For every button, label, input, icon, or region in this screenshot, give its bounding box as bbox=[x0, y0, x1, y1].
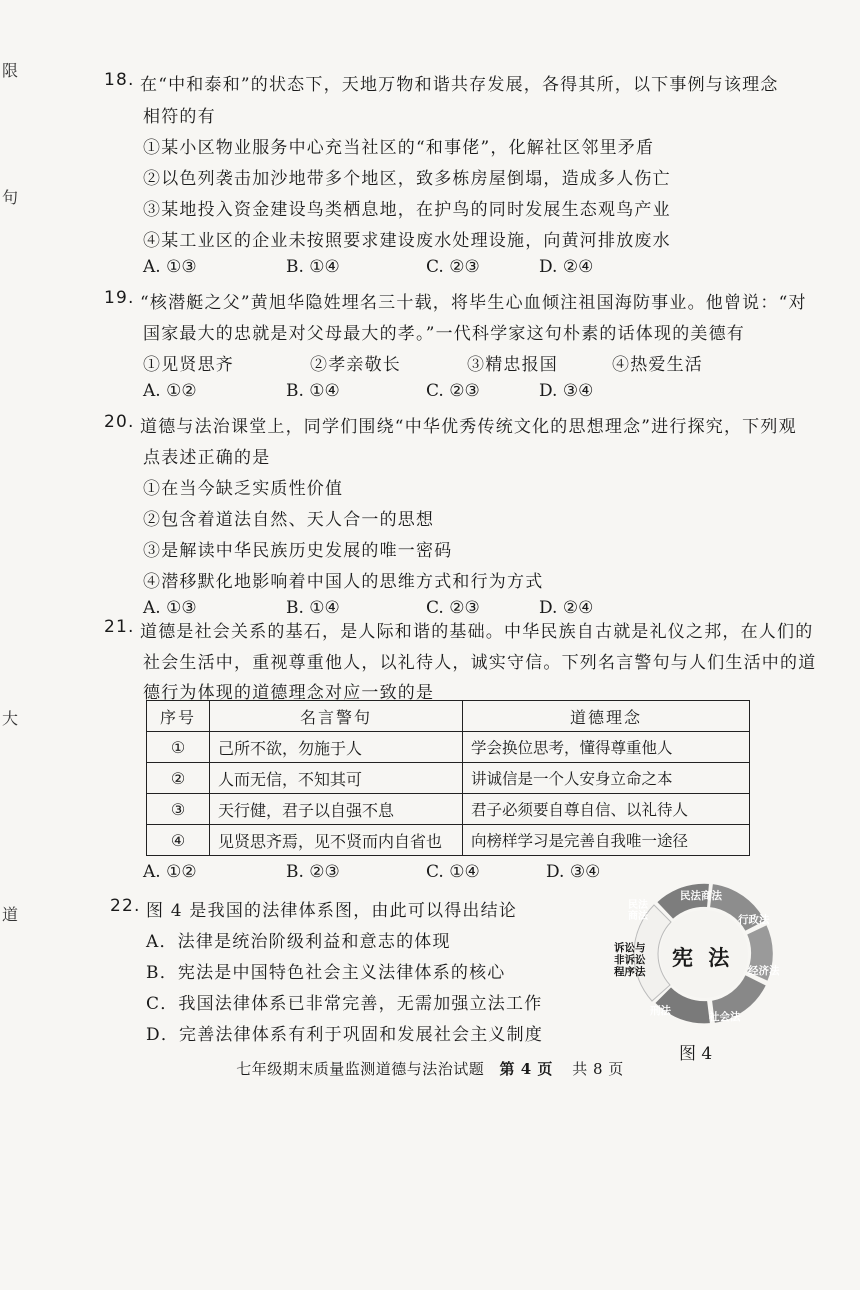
option-c[interactable]: C. ②③ bbox=[426, 257, 480, 277]
statement-item: ②孝亲敬长 bbox=[310, 355, 401, 375]
figure-caption: 图 4 bbox=[679, 1044, 713, 1064]
statement-item: ③精忠报国 bbox=[467, 355, 558, 375]
table-cell: 人而无信，不知其可 bbox=[210, 763, 463, 794]
statement-item: ①某小区物业服务中心充当社区的“和事佬”，化解社区邻里矛盾 bbox=[143, 138, 655, 158]
margin-char: 句 bbox=[2, 188, 19, 207]
column-header: 序号 bbox=[147, 701, 210, 732]
table-cell: 讲诚信是一个人安身立命之本 bbox=[463, 763, 750, 794]
statement-item: ①在当今缺乏实质性价值 bbox=[143, 479, 344, 499]
question-stem: 德行为体现的道德理念对应一致的是 bbox=[143, 683, 435, 703]
option-d[interactable]: D. ③④ bbox=[539, 381, 594, 401]
table-row bbox=[147, 825, 750, 856]
table-header-row bbox=[147, 701, 750, 732]
table-row bbox=[147, 732, 750, 763]
quotes-table bbox=[146, 700, 750, 856]
segment-label: 行政法 bbox=[738, 914, 770, 926]
margin-char: 道 bbox=[2, 905, 19, 924]
option-c[interactable]: C. ②③ bbox=[426, 598, 480, 618]
choice-a[interactable]: A．法律是统治阶级利益和意志的体现 bbox=[146, 932, 451, 952]
segment-label: 诉讼与 bbox=[614, 942, 646, 954]
margin-char: 大 bbox=[2, 709, 19, 728]
table-cell: ④ bbox=[147, 825, 210, 856]
question-stem: 社会生活中，重视尊重他人，以礼待人，诚实守信。下列名言警句与人们生活中的道 bbox=[143, 653, 817, 673]
question-number: 19. bbox=[104, 288, 135, 308]
table-cell: ① bbox=[147, 732, 210, 763]
option-a[interactable]: A. ①③ bbox=[143, 598, 197, 618]
option-b[interactable]: B. ②③ bbox=[286, 862, 340, 882]
question-stem: 道德与法治课堂上，同学们围绕“中华优秀传统文化的思想理念”进行探究，下列观 bbox=[140, 417, 797, 437]
option-a[interactable]: A. ①③ bbox=[143, 257, 197, 277]
column-header: 道德理念 bbox=[463, 701, 750, 732]
page-number: 第 4 页 bbox=[499, 1060, 553, 1078]
segment-label: 商法 bbox=[628, 911, 648, 922]
table-cell: 天行健，君子以自强不息 bbox=[210, 794, 463, 825]
choice-c[interactable]: C．我国法律体系已非常完善，无需加强立法工作 bbox=[146, 994, 543, 1014]
question-number: 20. bbox=[104, 412, 135, 432]
choice-d[interactable]: D．完善法律体系有利于巩固和发展社会主义制度 bbox=[146, 1025, 544, 1045]
option-d[interactable]: D. ③④ bbox=[546, 862, 601, 882]
segment-label: 民法商法 bbox=[680, 890, 722, 902]
question-stem: 图 4 是我国的法律体系图，由此可以得出结论 bbox=[146, 901, 518, 921]
question-number: 22. bbox=[110, 896, 141, 916]
option-a[interactable]: A. ①② bbox=[143, 381, 197, 401]
segment-label: 非诉讼 bbox=[614, 954, 646, 966]
question-stem: 在“中和泰和”的状态下，天地万物和谐共存发展，各得其所，以下事例与该理念 bbox=[140, 75, 779, 95]
column-header: 名言警句 bbox=[210, 701, 463, 732]
option-a[interactable]: A. ①② bbox=[143, 862, 197, 882]
segment-label: 民法 bbox=[628, 900, 648, 911]
statement-item: ④潜移默化地影响着中国人的思维方式和行为方式 bbox=[143, 572, 544, 592]
question-number: 21. bbox=[104, 617, 135, 637]
question-stem: 道德是社会关系的基石，是人际和谐的基础。中华民族自古就是礼仪之邦，在人们的 bbox=[140, 622, 814, 642]
statement-item: ④某工业区的企业未按照要求建设废水处理设施，向黄河排放废水 bbox=[143, 231, 671, 251]
table-row bbox=[147, 794, 750, 825]
statement-item: ③是解读中华民族历史发展的唯一密码 bbox=[143, 541, 453, 561]
segment-label: 社会法 bbox=[709, 1011, 741, 1023]
table-cell: 君子必须要自尊自信、以礼待人 bbox=[463, 794, 750, 825]
table-row bbox=[147, 763, 750, 794]
page-total: 共 8 页 bbox=[572, 1060, 624, 1078]
choice-b[interactable]: B．宪法是中国特色社会主义法律体系的核心 bbox=[146, 963, 506, 983]
segment-label: 刑法 bbox=[650, 1005, 671, 1017]
center-label: 宪 法 bbox=[672, 946, 734, 970]
statement-item: ③某地投入资金建设鸟类栖息地，在护鸟的同时发展生态观鸟产业 bbox=[143, 200, 671, 220]
option-b[interactable]: B. ①④ bbox=[286, 598, 340, 618]
option-b[interactable]: B. ①④ bbox=[286, 257, 340, 277]
question-stem: 相符的有 bbox=[143, 107, 216, 127]
table-cell: 己所不欲，勿施于人 bbox=[210, 732, 463, 763]
table-cell: ③ bbox=[147, 794, 210, 825]
statement-item: ②以色列袭击加沙地带多个地区，致多栋房屋倒塌，造成多人伤亡 bbox=[143, 169, 671, 189]
question-stem: “核潜艇之父”黄旭华隐姓埋名三十载，将毕生心血倾注祖国海防事业。他曾说：“对 bbox=[140, 293, 807, 313]
statement-item: ①见贤思齐 bbox=[143, 355, 234, 375]
option-b[interactable]: B. ①④ bbox=[286, 381, 340, 401]
segment-label: 经济法 bbox=[748, 965, 780, 977]
statement-item: ④热爱生活 bbox=[612, 355, 703, 375]
exam-title: 七年级期末质量监测道德与法治试题 bbox=[236, 1060, 485, 1078]
option-c[interactable]: C. ②③ bbox=[426, 381, 480, 401]
question-number: 18. bbox=[104, 70, 135, 90]
margin-char: 限 bbox=[2, 61, 19, 80]
table-cell: 见贤思齐焉，见不贤而内自省也 bbox=[210, 825, 463, 856]
question-stem: 国家最大的忠就是对父母最大的孝。”一代科学家这句朴素的话体现的美德有 bbox=[143, 324, 745, 344]
question-stem: 点表述正确的是 bbox=[143, 448, 271, 468]
segment-label: 程序法 bbox=[614, 966, 646, 978]
option-c[interactable]: C. ①④ bbox=[426, 862, 480, 882]
option-d[interactable]: D. ②④ bbox=[539, 598, 594, 618]
page-footer bbox=[0, 1058, 860, 1079]
table-cell: 学会换位思考，懂得尊重他人 bbox=[463, 732, 750, 763]
statement-item: ②包含着道法自然、天人合一的思想 bbox=[143, 510, 435, 530]
table-cell: ② bbox=[147, 763, 210, 794]
table-cell: 向榜样学习是完善自我唯一途径 bbox=[463, 825, 750, 856]
option-d[interactable]: D. ②④ bbox=[539, 257, 594, 277]
